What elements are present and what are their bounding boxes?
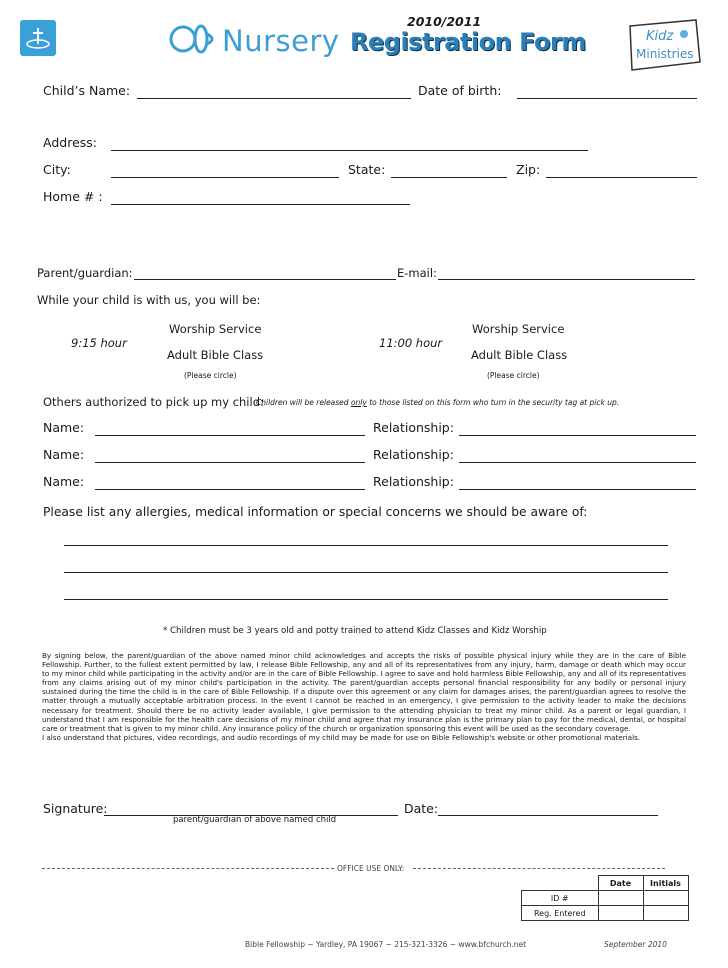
pickup-relationship-field-1[interactable] — [459, 435, 696, 436]
dob-field[interactable] — [517, 98, 697, 99]
zip-label: Zip: — [516, 162, 541, 177]
pickup-heading-text: Others authorized to pick up my child: — [43, 395, 264, 409]
pickup-name-field-3[interactable] — [95, 489, 365, 490]
state-label: State: — [348, 162, 386, 177]
home-phone-field[interactable] — [111, 204, 410, 205]
pickup-relationship-field-2[interactable] — [459, 462, 696, 463]
pickup-name-label-2: Name: — [43, 447, 85, 462]
pickup-relationship-label-3: Relationship: — [373, 474, 454, 489]
title-nursery: Nursery — [222, 24, 340, 58]
pickup-name-label-1: Name: — [43, 420, 85, 435]
worship-service-option-1[interactable]: Worship Service — [169, 322, 262, 336]
email-field[interactable] — [438, 279, 695, 280]
dob-label: Date of birth: — [418, 83, 502, 98]
waiver-paragraph-2: I also understand that pictures, video recordings, and audio recordings of my child may be made for use on Bible Fellowship's website or other promotional materials. — [42, 732, 641, 742]
parent-label: Parent/guardian: — [37, 266, 133, 280]
bible-class-option-2[interactable]: Adult Bible Class — [471, 348, 568, 362]
svg-text:Ministries: Ministries — [636, 47, 694, 61]
form-year: 2010/2011 — [407, 14, 482, 29]
pickup-name-field-2[interactable] — [95, 462, 365, 463]
waiver-paragraph-1: By signing below, the parent/guardian of the above named minor child acknowledges and accepts the risks of possible physical injury while they are in the care of Bible Fellowship. Further, to the fullest extent permitted by law, I release Bible Fellowship, any and all of its representatives from any injury, harm, damage or death which may occur to my minor child while participating in the activity and/or are in the care of Bible Fellowship. I agree to save and hold harmless Bible Fellowship, any and all of its representatives from any claims arising out of my minor child's participation in the activity. The parent/guardian accepts personal financial responsibility for any bodily or personal injury sustained during the time the child is in the care of Bible Fellowship. If a dispute over this agreement or any claim for damages arises, the parent/guardian agrees to resolve the matter through a mutually acceptable arbitration process. In the event I cannot be reached in an emergency, I give permission to the activity leader to make the decisions necessary for treatment. Should there be no activity leader available, I give permission to the attending physician to treat my minor child. As a parent or legal guardian, I understand that I am responsible for the health care decisions of my minor child and agree that my insurance plan is the primary plan to pay for the medical, dental, or hospital care or treatment that is given to my minor child. Any insurance policy of the church or organization sponsoring this event will be used as the secondary coverage. — [42, 651, 686, 733]
office-row-id: ID # — [522, 891, 599, 906]
office-id-initials-cell[interactable] — [643, 891, 688, 906]
office-row-reg: Reg. Entered — [522, 906, 599, 921]
city-label: City: — [43, 162, 71, 177]
pickup-relationship-label-1: Relationship: — [373, 420, 454, 435]
address-label: Address: — [43, 135, 97, 150]
office-reg-date-cell[interactable] — [598, 906, 643, 921]
allergies-line-1[interactable] — [64, 545, 668, 546]
kidz-ministries-logo — [622, 16, 704, 74]
pickup-name-field-1[interactable] — [95, 435, 365, 436]
pacifier-icon — [167, 22, 219, 56]
address-field[interactable] — [111, 150, 588, 151]
pickup-relationship-label-2: Relationship: — [373, 447, 454, 462]
child-name-field[interactable] — [137, 98, 411, 99]
footer-date: September 2010 — [604, 940, 667, 949]
zip-field[interactable] — [546, 177, 697, 178]
signature-label: Signature: — [43, 801, 108, 816]
pickup-note-post: to those listed on this form who turn in the security tag at pick up. — [366, 398, 620, 407]
bible-class-option-1[interactable]: Adult Bible Class — [167, 348, 264, 362]
email-label: E-mail: — [397, 266, 437, 280]
title-registration-form: Registration Form — [350, 28, 586, 56]
svg-text:Kidz: Kidz — [646, 29, 674, 44]
office-corner-cell — [522, 876, 599, 891]
time-slot-1: 9:15 hour — [71, 336, 127, 350]
home-phone-label: Home # : — [43, 189, 103, 204]
allergies-line-2[interactable] — [64, 572, 668, 573]
child-name-label: Child’s Name: — [43, 83, 131, 98]
allergies-line-3[interactable] — [64, 599, 668, 600]
office-use-table — [521, 875, 689, 921]
parent-field[interactable] — [134, 279, 396, 280]
pickup-note-only: only — [350, 398, 367, 407]
pickup-name-label-3: Name: — [43, 474, 85, 489]
signature-sub-label: parent/guardian of above named child — [173, 815, 337, 825]
liability-waiver — [42, 651, 686, 742]
service-intro: While your child is with us, you will be: — [37, 293, 261, 307]
pickup-relationship-field-3[interactable] — [459, 489, 696, 490]
please-circle-2: (Please circle) — [487, 371, 540, 380]
office-reg-initials-cell[interactable] — [643, 906, 688, 921]
church-logo — [20, 20, 56, 56]
pickup-note-pre: Children will be released — [256, 398, 351, 407]
signature-date-label: Date: — [404, 801, 439, 816]
time-slot-2: 11:00 hour — [379, 336, 443, 350]
please-circle-1: (Please circle) — [184, 371, 237, 380]
state-field[interactable] — [391, 177, 507, 178]
office-use-label: OFFICE USE ONLY: — [337, 864, 405, 873]
pickup-heading — [43, 395, 264, 409]
footer-address: Bible Fellowship ~ Yardley, PA 19067 ~ 215-321-3326 ~ www.bfchurch.net — [245, 940, 527, 949]
allergies-heading: Please list any allergies, medical information or special concerns we should be aware of: — [43, 505, 588, 519]
office-divider-right — [413, 868, 665, 869]
office-col-date: Date — [598, 876, 643, 891]
age-requirement-note: * Children must be 3 years old and potty trained to attend Kidz Classes and Kidz Worship — [163, 626, 547, 636]
worship-service-option-2[interactable]: Worship Service — [472, 322, 565, 336]
office-id-date-cell[interactable] — [598, 891, 643, 906]
city-field[interactable] — [111, 177, 339, 178]
signature-date-field[interactable] — [438, 815, 658, 816]
pickup-note — [256, 398, 619, 407]
office-divider-left — [42, 868, 334, 869]
office-col-initials: Initials — [643, 876, 688, 891]
